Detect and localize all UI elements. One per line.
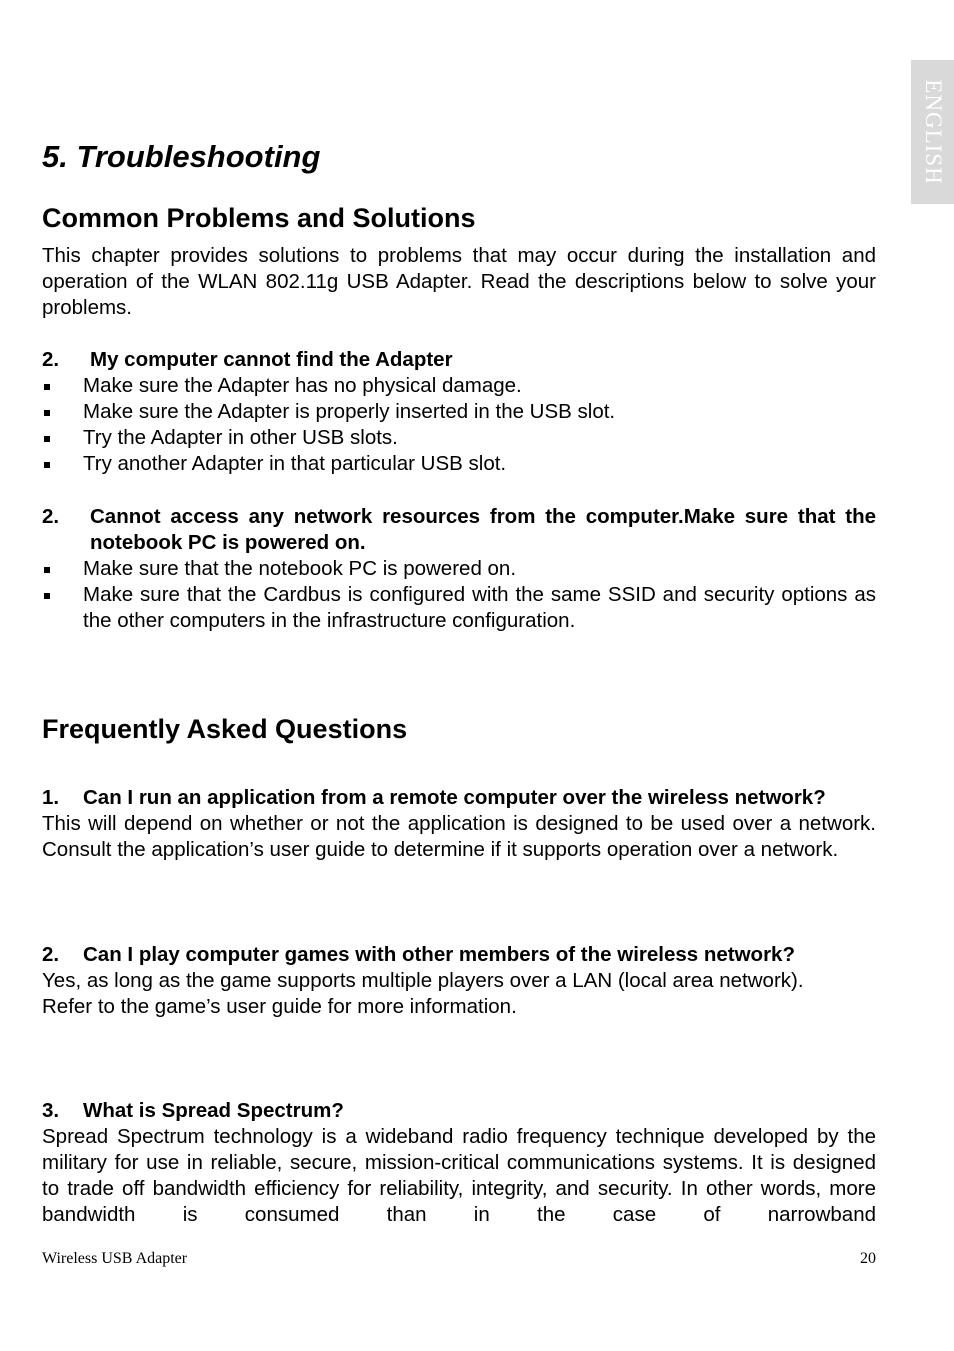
chapter-title: 5. Troubleshooting (42, 139, 321, 174)
problem-2 (42, 504, 876, 634)
common-problems-intro: This chapter provides solutions to problems that may occur during the installation and operation of the WLAN 802.11g USB Adapter. Read the descriptions below to solve your problems. (42, 244, 876, 319)
faq-question-3-text: What is Spread Spectrum? (83, 1099, 344, 1122)
faq-answer-3: Spread Spectrum technology is a wideband radio frequency technique developed by the military for use in reliable, secure, mission-critical communications systems. It is designed to trade off bandwidth efficiency for reliability, integrity, and security. In other words, more bandwidth is consumed than in the case of narrowband (42, 1125, 876, 1226)
problem-2-heading (42, 504, 876, 556)
language-tab-label: ENGLISH (920, 79, 946, 185)
list-item: Make sure the Adapter is properly inserted in the USB slot. (42, 399, 876, 425)
problem-2-number: 2. (42, 505, 60, 528)
problem-2-bullets (42, 556, 876, 634)
faq-question-2 (42, 942, 876, 968)
footer-product-name: Wireless USB Adapter (42, 1250, 188, 1267)
bullet-square-icon (44, 384, 50, 390)
bullet-square-icon (44, 410, 50, 416)
problem-1-number: 2. (42, 348, 60, 371)
problem-1-title: My computer cannot find the Adapter (90, 348, 453, 371)
faq-answer-2b: Refer to the game’s user guide for more information. (42, 995, 517, 1018)
list-item: Make sure that the Cardbus is configured with the same SSID and security options as the other computers in the infrastructure configuration. (42, 582, 876, 634)
page-footer (42, 1250, 876, 1268)
faq-heading: Frequently Asked Questions (42, 714, 408, 744)
bullet-square-icon (44, 462, 50, 468)
bullet-square-icon (44, 567, 50, 573)
problem-1-bullets (42, 373, 876, 477)
faq-question-1-text: Can I run an application from a remote computer over the wireless network? (83, 786, 826, 809)
faq-item-1 (42, 785, 876, 863)
list-item: Make sure that the notebook PC is powered on. (42, 556, 876, 582)
bullet-square-icon (44, 436, 50, 442)
faq-question-3-number: 3. (42, 1099, 60, 1122)
faq-answer-1: This will depend on whether or not the application is designed to be used over a network. Consult the application’s user guide to determine if it supports operation over a network. (42, 812, 876, 861)
list-item: Try the Adapter in other USB slots. (42, 425, 876, 451)
list-item: Try another Adapter in that particular USB slot. (42, 451, 876, 477)
faq-question-1-number: 1. (42, 786, 60, 809)
list-item: Make sure the Adapter has no physical damage. (42, 373, 876, 399)
faq-question-2-text: Can I play computer games with other members of the wireless network? (83, 943, 795, 966)
bullet-square-icon (44, 593, 50, 599)
faq-question-2-number: 2. (42, 943, 60, 966)
faq-item-3 (42, 1098, 876, 1228)
faq-question-3 (42, 1098, 876, 1124)
problem-1 (42, 347, 876, 477)
page-number: 20 (860, 1250, 876, 1267)
faq-question-1 (42, 785, 876, 811)
faq-item-2 (42, 942, 876, 1020)
problem-2-title: Cannot access any network resources from the computer.Make sure that the notebook PC is powered on. (90, 505, 876, 554)
faq-answer-2a: Yes, as long as the game supports multiple players over a LAN (local area network). (42, 969, 804, 992)
language-tab (911, 60, 954, 204)
common-problems-heading: Common Problems and Solutions (42, 203, 476, 233)
problem-1-heading (42, 347, 876, 373)
